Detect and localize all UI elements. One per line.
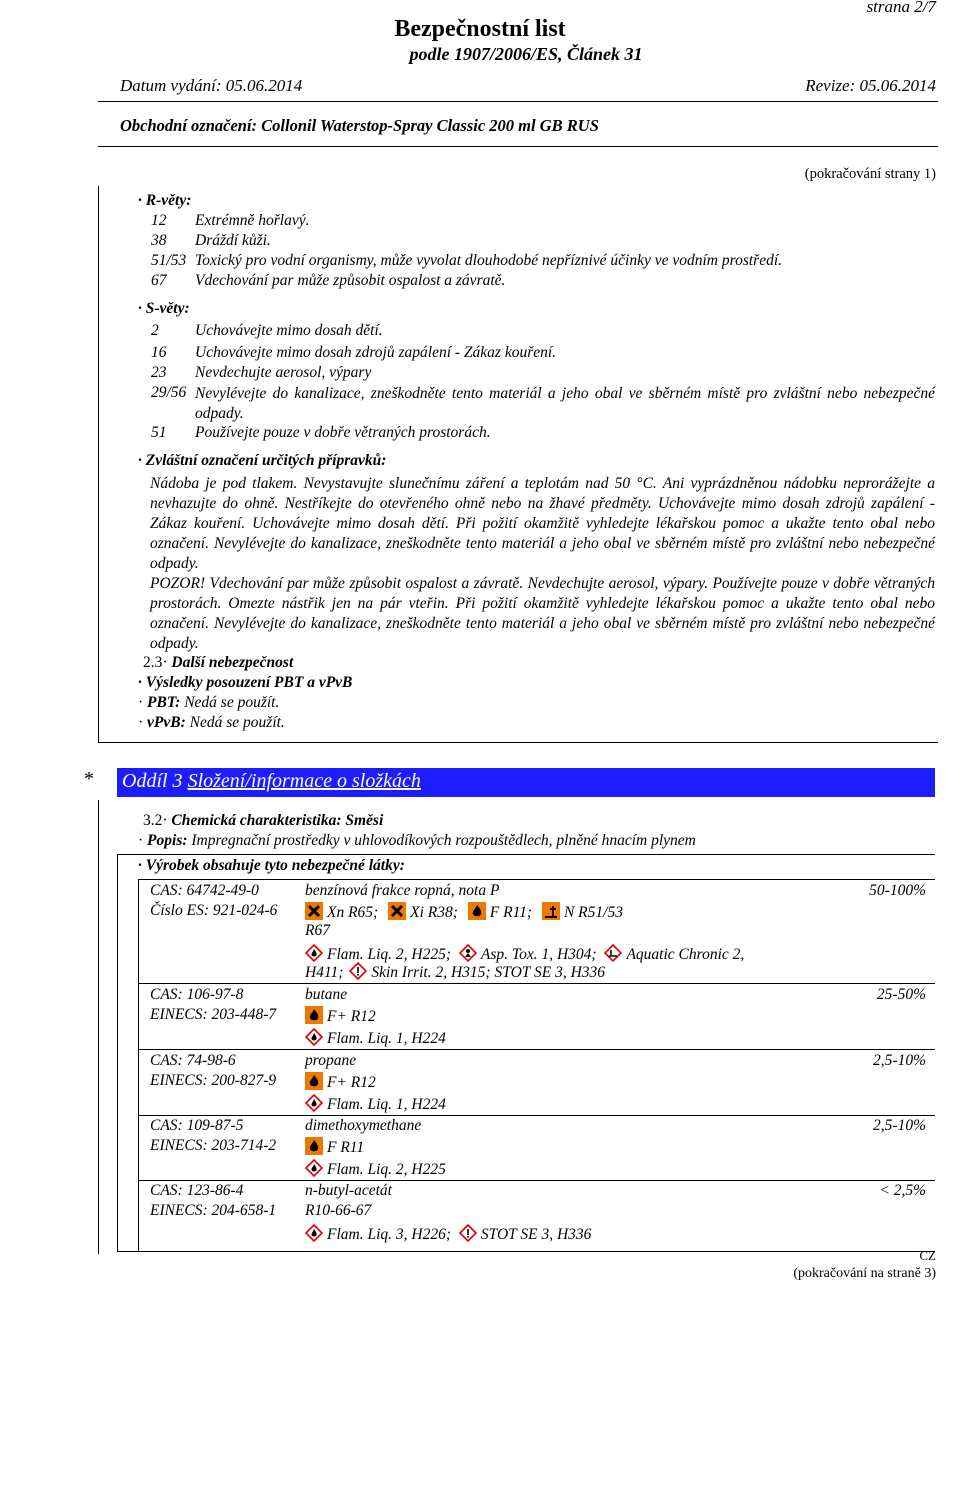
s-code: 51 <box>151 424 167 441</box>
table-top-rule <box>117 854 935 855</box>
section-3-left-rule <box>98 800 99 1254</box>
header-rule-2 <box>98 146 938 147</box>
section-3-title <box>122 770 421 793</box>
flammable-icon <box>468 902 486 920</box>
table-bottom-rule <box>117 1251 935 1252</box>
r-code: 67 <box>151 272 167 289</box>
row-separator <box>138 1049 935 1050</box>
substance-name: propane <box>305 1052 357 1069</box>
pbt-label: PBT: <box>147 694 181 711</box>
other-hazards-line: 2.3· Další nebezpečnost <box>143 654 294 671</box>
vpvb-label: vPvB: <box>147 714 186 731</box>
r-classification: R10-66-67 <box>305 1202 372 1219</box>
einecs-number: EINECS: 200-827-9 <box>150 1072 277 1089</box>
flammable-icon <box>305 1137 323 1155</box>
s-text: Uchovávejte mimo dosah zdrojů zapálení - Zákaz kouření. <box>195 344 557 361</box>
r-classification-extra: R67 <box>305 922 330 939</box>
document-title: Bezpečnostní list <box>394 16 566 42</box>
s-code: 23 <box>151 364 167 381</box>
clp-classification: Flam. Liq. 2, H225 <box>305 1159 446 1179</box>
table-left-rule <box>117 854 118 1252</box>
flame-ghs-icon <box>305 944 323 962</box>
section-3-name: Složení/informace o složkách <box>187 770 421 792</box>
chem-char-heading: Chemická charakteristika: Směsi <box>171 812 384 829</box>
section-separator <box>98 742 938 743</box>
clp-classification: Flam. Liq. 2, H225; Asp. Tox. 1, H304; Aquatic Chronic 2, <box>305 944 744 964</box>
exclamation-ghs-icon <box>349 962 367 980</box>
einecs-number: EINECS: 203-714-2 <box>150 1137 277 1154</box>
harmful-x-icon <box>305 902 323 920</box>
flame-ghs-icon <box>305 1159 323 1177</box>
s-text: Nevylévejte do kanalizace, zneškodněte tento materiál a jeho obal ve sběrném místě pro zvláštní nebo nebezpečné odpady. <box>195 385 935 422</box>
s-code: 29/56 <box>151 384 187 401</box>
special-paragraph-1: Nádoba je pod tlakem. Nevystavujte slunečnímu záření a teplotám nad 50 °C. Ani vyprázdněnou nádobku neprorážejte a nevhazujte do ohně. Nestříkejte do otevřeného ohně nebo na žhavé předměty. Uchovávejte mimo dosah zdrojů zapálení - Zákaz kouření. Uchovávejte mimo dosah dětí. Při požití okamžitě vyhledejte lékařskou pomoc a ukažte tento obal nebo označení. Nevylévejte do kanalizace, zneškodněte tento materiál a jeho obal ve sběrném místě pro zvláštní nebo nebezpečné odpady. <box>150 475 935 572</box>
issue-date: Datum vydání: 05.06.2014 <box>120 76 303 95</box>
table-heading: · Výrobek obsahuje tyto nebezpečné látky: <box>138 857 405 875</box>
clp-classification: Flam. Liq. 1, H224 <box>305 1028 446 1048</box>
concentration: 2,5-10% <box>873 1117 926 1134</box>
row-separator <box>138 1180 935 1181</box>
einecs-number: EINECS: 204-658-1 <box>150 1202 277 1219</box>
flame-ghs-icon <box>305 1028 323 1046</box>
description-label: Popis: <box>147 832 188 849</box>
s-code: 16 <box>151 344 167 361</box>
ec-number: Číslo ES: 921-024-6 <box>150 902 278 919</box>
cas-number: CAS: 109-87-5 <box>150 1117 244 1134</box>
vpvb-value: Nedá se použít. <box>189 714 285 731</box>
document-subtitle: podle 1907/2006/ES, Článek 31 <box>409 44 643 64</box>
table-inner-left-rule <box>138 879 139 1252</box>
r-classification: F R11 <box>305 1137 364 1157</box>
r-text: Vdechování par může způsobit ospalost a závratě. <box>195 272 506 289</box>
extremely-flammable-icon <box>305 1006 323 1024</box>
special-heading: · Zvláštní označení určitých přípravků: <box>138 452 386 470</box>
header-rule <box>98 101 938 102</box>
pbt-line <box>138 694 279 712</box>
r-code: 38 <box>151 232 167 249</box>
r-text: Toxický pro vodní organismy, může vyvolat dlouhodobé nepříznivé účinky ve vodním prostředí. <box>195 252 783 269</box>
substance-name: dimethoxymethane <box>305 1117 422 1134</box>
r-text: Extrémně hořlavý. <box>195 212 310 229</box>
description-line <box>138 832 696 850</box>
concentration: 25-50% <box>876 986 926 1003</box>
language-code: CZ <box>919 1248 936 1263</box>
substance-name: n-butyl-acetát <box>305 1182 392 1199</box>
r-code: 12 <box>151 212 167 229</box>
table-header-rule <box>138 879 935 880</box>
subsection-number: 3.2 <box>143 812 163 829</box>
clp-classification: Flam. Liq. 1, H224 <box>305 1094 446 1114</box>
s-text: Uchovávejte mimo dosah dětí. <box>195 322 383 339</box>
cas-number: CAS: 64742-49-0 <box>150 882 259 899</box>
r-classification: F+ R12 <box>305 1072 376 1092</box>
flame-ghs-icon <box>305 1224 323 1242</box>
revision-star: * <box>84 768 94 790</box>
clp-classification: Flam. Liq. 3, H226; STOT SE 3, H336 <box>305 1224 591 1244</box>
environment-icon <box>542 902 560 920</box>
clp-classification-cont: H411; Skin Irrit. 2, H315; STOT SE 3, H336 <box>305 964 606 981</box>
substance-name: butane <box>305 986 348 1003</box>
substance-name: benzínová frakce ropná, nota P <box>305 882 500 899</box>
vpvb-line <box>138 714 285 732</box>
section-left-rule <box>98 186 99 742</box>
continued-from: (pokračování strany 1) <box>804 166 936 182</box>
health-hazard-ghs-icon <box>459 944 477 962</box>
chem-char-line: 3.2· Chemická charakteristika: Směsi <box>143 812 384 829</box>
pbt-value: Nedá se použít. <box>184 694 280 711</box>
flame-ghs-icon <box>305 1094 323 1112</box>
r-phrases-heading: · R-věty: <box>138 192 191 210</box>
s-text: Používejte pouze v dobře větraných prostorách. <box>195 424 491 441</box>
s-phrases-heading: · S-věty: <box>138 300 190 318</box>
row-separator <box>138 983 935 984</box>
s-text: Nevdechujte aerosol, výpary <box>195 364 372 381</box>
page-number: strana 2/7 <box>866 0 936 16</box>
irritant-x-icon <box>388 902 406 920</box>
r-classification: Xn R65; Xi R38; F R11; N R51/53 <box>305 902 623 922</box>
environment-ghs-icon <box>604 944 622 962</box>
cas-number: CAS: 123-86-4 <box>150 1182 244 1199</box>
r-code: 51/53 <box>151 252 187 269</box>
section-number: 2.3 <box>143 654 163 671</box>
cas-number: CAS: 74-98-6 <box>150 1052 236 1069</box>
other-hazards-heading: Další nebezpečnost <box>171 654 294 671</box>
s-code: 2 <box>151 322 159 339</box>
concentration: < 2,5% <box>879 1182 926 1199</box>
exclamation-ghs-icon <box>459 1224 477 1242</box>
concentration: 50-100% <box>869 882 926 899</box>
extremely-flammable-icon <box>305 1072 323 1090</box>
section-3-number: Oddíl 3 <box>122 770 188 792</box>
description-value: Impregnační prostředky v uhlovodíkových rozpouštědlech, plněné hnacím plynem <box>191 832 696 849</box>
special-paragraph-2: POZOR! Vdechování par může způsobit ospalost a závratě. Nevdechujte aerosol, výpary. Používejte pouze v dobře větraných prostorách. Omezte nástřik jen na pár vteřin. Při požití okamžitě vyhledejte lékařskou pomoc a ukažte tento obal nebo označení. Nevylévejte do kanalizace, zneškodněte tento materiál a jeho obal ve sběrném místě pro zvláštní nebo nebezpečné odpady. <box>150 575 935 652</box>
pbt-heading: · Výsledky posouzení PBT a vPvB <box>138 674 352 692</box>
continued-to: (pokračování na straně 3) <box>793 1266 936 1281</box>
r-text: Dráždí kůži. <box>195 232 271 249</box>
revision-date: Revize: 05.06.2014 <box>805 76 936 95</box>
r-classification: F+ R12 <box>305 1006 376 1026</box>
trade-name: Obchodní označení: Collonil Waterstop-Spray Classic 200 ml GB RUS <box>120 116 599 135</box>
cas-number: CAS: 106-97-8 <box>150 986 244 1003</box>
row-separator <box>138 1115 935 1116</box>
einecs-number: EINECS: 203-448-7 <box>150 1006 277 1023</box>
concentration: 2,5-10% <box>873 1052 926 1069</box>
